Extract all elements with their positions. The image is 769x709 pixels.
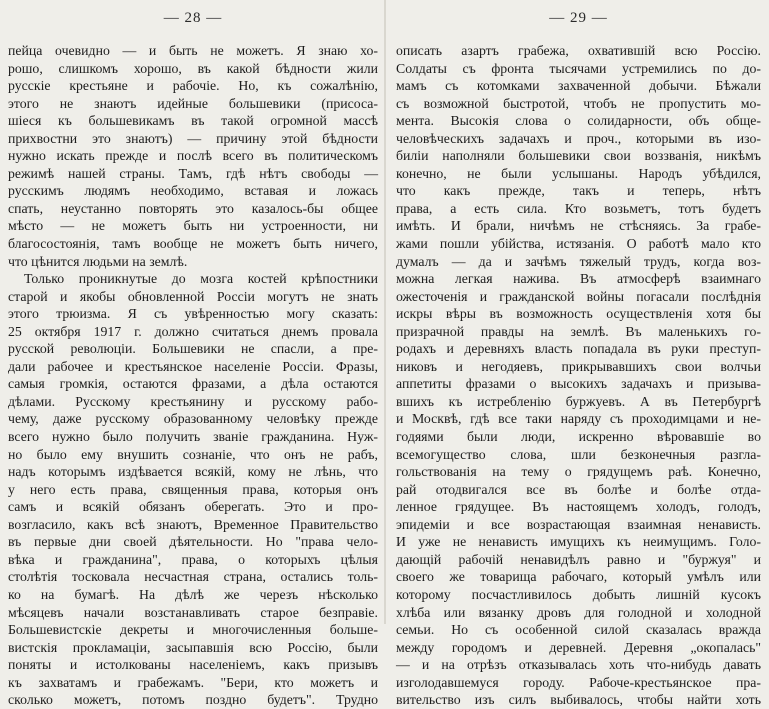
text-line: ожесточенія и гражданской войны погасали послѣднія <box>396 288 761 304</box>
text-line: благосостоянія, тамъ вообще не можетъ быть ничего, <box>8 236 378 252</box>
text-line: у него есть права, священныя права, которыя онъ <box>8 481 378 497</box>
text-line: старой и якобы обновленной Россіи могутъ не знать <box>8 288 378 304</box>
text-line: изголодавшемуся городу. Рабоче-крестьянское пра- <box>396 674 761 690</box>
text-line: призрачной правды на землѣ. Въ маленькихъ го- <box>396 323 761 339</box>
text-line: Солдаты съ фронта тысячами устремились по до- <box>396 60 761 76</box>
text-line: имѣть. И брали, ничѣмъ не стѣсняясь. За грабе- <box>396 218 761 234</box>
text-line: рошо, слишкомъ хорошо, въ какой бѣдности жили <box>8 60 378 76</box>
text-line: родахъ и деревняхъ власть попадала въ руки преступ- <box>396 341 761 357</box>
text-line: И уже не ненависть имущихъ къ неимущимъ. Голо- <box>396 534 761 550</box>
text-line: мѣсяцевъ начали возстанавливать старое безправіе. <box>8 604 378 620</box>
page-number-left: — 28 — <box>163 10 223 26</box>
text-line: русской революціи. Большевики не спасли, а пре- <box>8 341 378 357</box>
text-line: что цѣнится людьми на землѣ. <box>8 253 188 269</box>
text-line: можна легкая нажива. Въ атмосферѣ взаимнаго <box>396 271 761 287</box>
text-line: дѣлами. Русскому крестьянину и русскому рабо- <box>8 393 378 409</box>
text-line: самъ и всякій обязанъ оберегать. Это и про- <box>8 499 378 515</box>
text-line: искры вѣры въ возможность осуществленія хотя бы <box>396 306 761 322</box>
text-line: между городомъ и деревней. Деревня „окопалась" <box>396 639 761 655</box>
text-line: конечно, не были услышаны. Народъ убѣдился, <box>396 165 761 181</box>
text-line: Большевистскіе декреты и многочисленныя больше- <box>8 622 378 638</box>
text-line: эпидеміи и все возрастающая взаимная ненависть. <box>396 516 761 532</box>
text-line: годяями были люди, искренно вѣровавшіе во <box>396 429 761 445</box>
text-line: семьи. Но съ особенной силой сказалась вражда <box>396 622 761 638</box>
text-line: Только проникнутые до мозга костей крѣпостники <box>24 271 378 287</box>
text-line: вистскія прокламаціи, засыпавшія всю Россію, были <box>8 639 378 655</box>
page-number-right: — 29 — <box>549 10 608 26</box>
text-line: этого трюизма. Я съ увѣренностью могу сказать: <box>8 306 378 322</box>
text-line: но было ему внушить сознаніе, что онъ не рабъ, <box>8 446 378 462</box>
text-line: вшихъ къ истребленію буржуевъ. А въ Петербургѣ <box>396 393 761 409</box>
left-page-text <box>8 42 378 709</box>
text-line: въ первые дни своей дѣятельности. Но "права чело- <box>8 534 378 550</box>
text-line: этого не знаютъ идейные большевики (присоса- <box>8 95 378 111</box>
text-line: что какъ прежде, такъ и теперь, нѣтъ <box>396 183 761 199</box>
text-line: человѣческихъ задачахъ и проч., которыми въ изо- <box>396 130 761 146</box>
text-line: возгласило, какъ всѣ знаютъ, Временное Правительство <box>8 516 378 532</box>
text-line: поняты и истолкованы населеніемъ, какъ призывъ <box>8 657 378 673</box>
text-line: русскіе крестьяне и рабочіе. Но, къ сожалѣнію, <box>8 78 378 94</box>
text-line: надъ которымъ издѣвается всякій, кому не лѣнь, что <box>8 464 378 480</box>
text-line: прихвостни это знаютъ) — причину этой бѣдности <box>8 130 378 146</box>
text-line: ко на бумагѣ. На дѣлѣ же черезъ нѣсколько <box>8 586 378 602</box>
text-line: мѣсто — не можетъ быть ни устроенности, ни <box>8 218 378 234</box>
text-line: всемогущество слова, шли безконечныя разгла- <box>396 446 761 462</box>
text-line: гольствованія на тему о грядущемъ раѣ. Конечно, <box>396 464 761 480</box>
text-line: и Москвѣ, гдѣ все таки наряду съ проходимцами и не- <box>396 411 761 427</box>
text-line: ленное грядущее. Въ настоящемъ холодъ, голодъ, <box>396 499 761 515</box>
text-line: хлѣба или вязанку дровъ для голодной и холодной <box>396 604 761 620</box>
text-line: нужно искать прежде и послѣ всего въ политическомъ <box>8 148 378 164</box>
text-line: своего же товарища рабочаго, который умѣлъ или <box>396 569 761 585</box>
text-line: къ захватамъ и грабежамъ. "Бери, кто можетъ и <box>8 674 378 690</box>
text-line: дающій рабочій ненавидѣлъ равно и "буржуя" и <box>396 551 761 567</box>
text-line: шіеся къ большевикамъ въ такой огромной массѣ <box>8 113 378 129</box>
text-line: рай отодвигался все въ болѣе и болѣе отда- <box>396 481 761 497</box>
text-line: столѣтія тосковала несчастная страна, остались толь- <box>8 569 378 585</box>
text-line: которому посчастливилось добыть лишній кусокъ <box>396 586 761 602</box>
text-line: пейца очевидно — и быть не можетъ. Я знаю хо- <box>8 43 378 58</box>
text-line: биліи наполняли большевики свои воззванія, никѣмъ <box>396 148 761 164</box>
text-line: спать, неустанно повторять это казалось-бы общее <box>8 200 378 216</box>
text-line: мента. Высокія слова о солидарности, объ обще- <box>396 113 761 129</box>
text-line: права, а есть сила. Кто возьметъ, тотъ будетъ <box>396 200 761 216</box>
text-line: 25 октября 1917 г. должно считаться днемъ провала <box>8 323 378 339</box>
text-line: аппетиты фразами о высокихъ задачахъ и призыва- <box>396 376 761 392</box>
text-line: никовъ и негодяевъ, прикрывавшихъ свои волчьи <box>396 358 761 374</box>
text-line: съ возможной быстротой, чтобъ не пропустить мо- <box>396 95 761 111</box>
text-line: всего нужно было получить званіе гражданина. Нуж- <box>8 429 378 445</box>
text-line: чему, даже русскому образованному человѣку прежде <box>8 411 378 427</box>
text-line: сколько можетъ, потомъ поздно будетъ". Трудно <box>8 692 378 708</box>
text-line: самыя громкія, остаются фразами, а дѣла остаются <box>8 376 378 392</box>
text-line: описать азартъ грабежа, охватившій всю Россію. <box>396 43 761 58</box>
text-line: думалъ — да и зачѣмъ тяжелый трудъ, когда воз- <box>396 253 761 269</box>
left-page <box>0 0 384 708</box>
text-line: — и на отрѣзъ отказывалась хоть что-нибудь давать <box>396 657 761 673</box>
text-line: дали рабочее и крестьянское населеніе Россіи. Фразы, <box>8 358 378 374</box>
text-line: русскимъ людямъ необходимо, вставая и ложась <box>8 183 378 199</box>
right-page-text <box>396 42 761 709</box>
text-line: вѣка и гражданина", права, о которыхъ цѣлыя <box>8 551 378 567</box>
text-line: вительство изъ силъ выбивалось, чтобы найти хоть <box>396 692 761 708</box>
right-page <box>386 0 769 708</box>
text-line: мамъ съ котомками захваченной добычи. Бѣжали <box>396 78 761 94</box>
text-line: режимѣ нашей страны. Тамъ, гдѣ нѣтъ свободы — <box>8 165 378 181</box>
text-line: жами пошли убійства, истязанія. О работѣ мало кто <box>396 236 761 252</box>
